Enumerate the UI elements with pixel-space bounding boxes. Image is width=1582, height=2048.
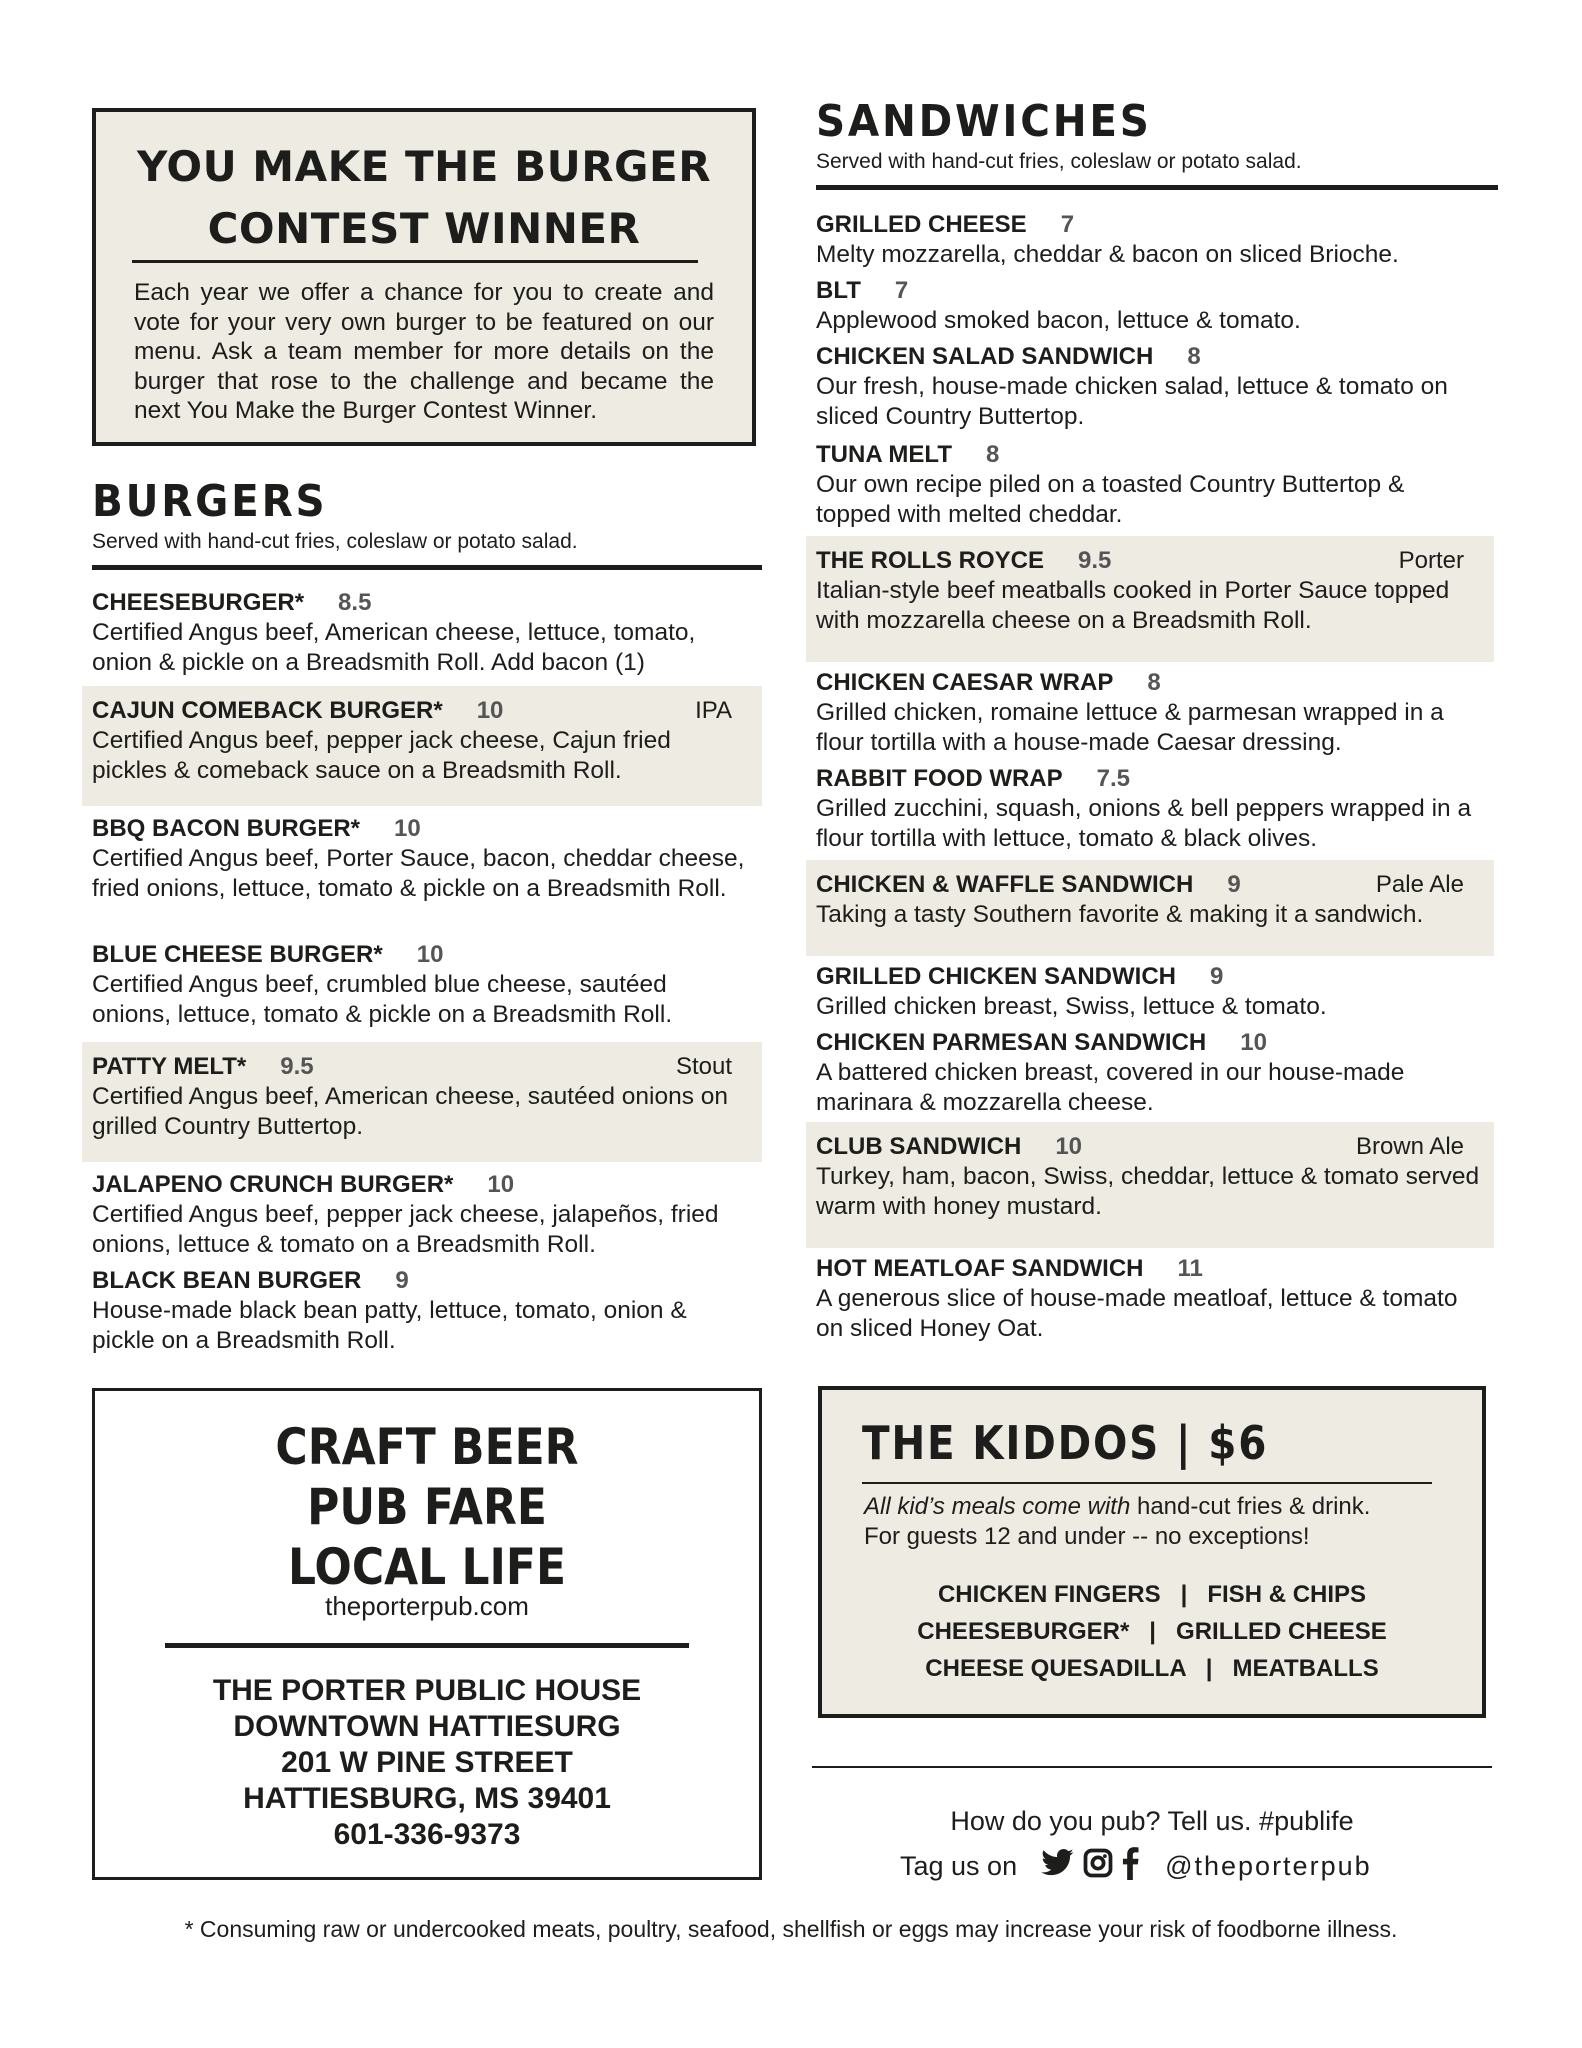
menu-item-price: 7	[1060, 211, 1075, 238]
menu-item-price: 8	[1187, 343, 1201, 370]
menu-item-name: GRILLED CHEESE	[816, 211, 1027, 238]
menu-item	[82, 940, 762, 1030]
menu-item-heading	[816, 210, 1484, 240]
menu-item-heading	[816, 276, 1484, 306]
menu-item-heading	[816, 546, 1484, 576]
burgers-header	[92, 476, 762, 570]
phone-number: 601-336-9373	[333, 1818, 521, 1851]
website-link[interactable]: theporterpub.com	[325, 1591, 529, 1621]
menu-item	[806, 764, 1494, 854]
tag-prefix: Tag us on	[900, 1851, 1018, 1881]
kiddos-row: CHICKEN FINGERS | FISH & CHIPS	[937, 1581, 1367, 1608]
beer-pairing: Porter	[1398, 547, 1464, 574]
menu-item	[806, 668, 1494, 758]
contest-title	[96, 136, 752, 260]
menu-item-name: GRILLED CHICKEN SANDWICH	[816, 963, 1176, 990]
menu-item-name: CHICKEN PARMESAN SANDWICH	[816, 1029, 1207, 1056]
menu-item-description: Grilled chicken breast, Swiss, lettuce & tomato.	[816, 993, 1327, 1020]
menu-item-price: 10	[476, 697, 504, 724]
menu-item-description: Certified Angus beef, crumbled blue cheese, sautéed onions, lettuce, tomato & pickle on a Breadsmith Roll.	[92, 971, 673, 1028]
menu-item-name: CLUB SANDWICH	[816, 1133, 1022, 1160]
menu-item-heading	[816, 1028, 1484, 1058]
instagram-icon[interactable]	[1083, 1848, 1113, 1885]
kiddos-row: CHEESE QUESADILLA | MEATBALLS	[925, 1655, 1379, 1682]
menu-item-heading	[92, 814, 752, 844]
menu-item	[82, 1042, 762, 1162]
address-line: HATTIESBURG, MS 39401	[243, 1782, 611, 1815]
divider	[816, 185, 1498, 190]
kiddos-row: CHEESEBURGER* | GRILLED CHEESE	[917, 1618, 1387, 1645]
slogan-line3: LOCAL LIFE	[287, 1538, 567, 1596]
menu-item-heading	[816, 764, 1484, 794]
menu-item-heading	[816, 1254, 1484, 1284]
menu-item-description: Certified Angus beef, American cheese, sautéed onions on grilled Country Buttertop.	[92, 1083, 729, 1140]
social-prompt: How do you pub? Tell us. #publife	[950, 1806, 1354, 1836]
menu-item-description: Melty mozzarella, cheddar & bacon on sliced Brioche.	[816, 241, 1399, 268]
menu-item-description: Grilled chicken, romaine lettuce & parmesan wrapped in a flour tortilla with a house-made Caesar dressing.	[816, 699, 1444, 756]
menu-item-name: PATTY MELT*	[92, 1053, 247, 1080]
menu-item	[806, 1028, 1494, 1118]
menu-item-heading	[92, 696, 752, 726]
menu-item-description: Taking a tasty Southern favorite & making it a sandwich.	[816, 901, 1424, 928]
divider	[132, 260, 698, 263]
sandwiches-header	[816, 96, 1498, 190]
beer-pairing: IPA	[695, 697, 732, 724]
sandwiches-subtitle: Served with hand-cut fries, coleslaw or potato salad.	[816, 150, 1302, 173]
kiddos-note-line2: For guests 12 and under -- no exceptions!	[864, 1523, 1310, 1550]
menu-item-name: HOT MEATLOAF SANDWICH	[816, 1255, 1144, 1282]
menu-item-heading	[816, 342, 1484, 372]
menu-item-heading	[816, 440, 1484, 470]
menu-item	[82, 1266, 762, 1356]
menu-item-description: A generous slice of house-made meatloaf, lettuce & tomato on sliced Honey Oat.	[816, 1285, 1458, 1342]
menu-item-description: Our own recipe piled on a toasted Country Buttertop & topped with melted cheddar.	[816, 471, 1405, 528]
menu-item-description: Applewood smoked bacon, lettuce & tomato.	[816, 307, 1301, 334]
menu-item-heading	[92, 940, 752, 970]
menu-item-price: 8	[985, 441, 1000, 468]
menu-item-name: TUNA MELT	[816, 441, 952, 468]
menu-item-price: 9.5	[1078, 547, 1112, 574]
menu-item-description: A battered chicken breast, covered in our house-made marinara & mozzarella cheese.	[816, 1059, 1405, 1116]
menu-item	[82, 588, 762, 678]
menu-item-heading	[92, 588, 752, 618]
beer-pairing: Stout	[675, 1053, 732, 1080]
menu-item-name: JALAPENO CRUNCH BURGER*	[92, 1171, 454, 1198]
kiddos-title: THE KIDDOS | $6	[862, 1416, 1269, 1470]
menu-item-name: RABBIT FOOD WRAP	[816, 765, 1063, 792]
divider	[812, 1766, 1492, 1768]
menu-item	[806, 860, 1494, 956]
menu-item-price: 9.5	[280, 1053, 314, 1080]
menu-item-name: CHICKEN SALAD SANDWICH	[816, 343, 1154, 370]
contest-title-line1: YOU MAKE THE BURGER	[136, 142, 712, 191]
menu-item-price: 10	[416, 941, 444, 968]
contest-description: Each year we offer a chance for you to create and vote for your very own burger to be featured on our menu. Ask a team member for more details on the burger that rose to the challenge and became the next You Make the Burger Contest Winner.	[134, 279, 714, 424]
kiddos-box	[818, 1386, 1486, 1718]
menu-item-name: CHEESEBURGER*	[92, 589, 305, 616]
contest-title-line2: CONTEST WINNER	[207, 204, 641, 253]
craft-beer-box	[92, 1388, 762, 1880]
menu-item-description: Turkey, ham, bacon, Swiss, cheddar, lettuce & tomato served warm with honey mustard.	[816, 1163, 1480, 1220]
menu-item	[82, 686, 762, 806]
kiddos-note	[864, 1492, 1370, 1552]
menu-item-price: 11	[1177, 1255, 1203, 1282]
menu-item-description: House-made black bean patty, lettuce, tomato, onion & pickle on a Breadsmith Roll.	[92, 1297, 687, 1354]
menu-item-heading	[92, 1052, 752, 1082]
menu-item-description: Certified Angus beef, pepper jack cheese, Cajun fried pickles & comeback sauce on a Breadsmith Roll.	[92, 727, 671, 784]
menu-item-price: 10	[487, 1171, 515, 1198]
menu-item-heading	[816, 870, 1484, 900]
menu-item	[82, 1170, 762, 1260]
menu-item-heading	[816, 668, 1484, 698]
menu-item-price: 10	[1055, 1133, 1083, 1160]
slogan-line1: CRAFT BEER	[275, 1418, 579, 1476]
menu-item-name: BLT	[816, 277, 861, 304]
menu-item-price: 10	[394, 815, 421, 842]
menu-item	[806, 962, 1494, 1022]
menu-item-name: BBQ BACON BURGER*	[92, 815, 361, 842]
slogan-line2: PUB FARE	[307, 1478, 547, 1536]
beer-pairing: Brown Ale	[1355, 1133, 1464, 1160]
slogan	[135, 1417, 719, 1597]
menu-item	[806, 276, 1494, 336]
menu-item-description: Certified Angus beef, pepper jack cheese, jalapeños, fried onions, lettuce & tomato on a Breadsmith Roll.	[92, 1201, 719, 1258]
contest-box	[92, 108, 756, 446]
address-block	[95, 1673, 759, 1853]
sandwiches-title: SANDWICHES	[816, 96, 1152, 147]
menu-item-heading	[816, 1132, 1484, 1162]
menu-item	[806, 342, 1494, 432]
menu-item-name: CHICKEN CAESAR WRAP	[816, 669, 1114, 696]
menu-item-heading	[816, 962, 1484, 992]
menu-item	[82, 814, 762, 904]
burgers-title: BURGERS	[92, 476, 328, 527]
menu-item-name: CHICKEN & WAFFLE SANDWICH	[816, 871, 1194, 898]
menu-item-description: Our fresh, house-made chicken salad, lettuce & tomato on sliced Country Buttertop.	[816, 373, 1448, 430]
beer-pairing: Pale Ale	[1375, 871, 1464, 898]
twitter-icon[interactable]	[1041, 1849, 1075, 1884]
divider	[862, 1482, 1432, 1484]
menu-item-heading	[92, 1266, 752, 1296]
divider	[165, 1643, 689, 1648]
menu-item-description: Grilled zucchini, squash, onions & bell peppers wrapped in a flour tortilla with lettuce, tomato & black olives.	[816, 795, 1472, 852]
menu-item-price: 9	[395, 1267, 409, 1294]
social-handle[interactable]: @theporterpub	[1165, 1851, 1372, 1881]
address-line: DOWNTOWN HATTIESURG	[233, 1710, 621, 1743]
address-line: 201 W PINE STREET	[281, 1746, 573, 1779]
menu-item-name: BLACK BEAN BURGER	[92, 1267, 362, 1294]
menu-item-price: 9	[1210, 963, 1224, 990]
menu-item-price: 10	[1240, 1029, 1267, 1056]
menu-item-description: Italian-style beef meatballs cooked in Porter Sauce topped with mozzarella cheese on a Breadsmith Roll.	[816, 577, 1450, 634]
facebook-icon[interactable]	[1121, 1846, 1139, 1887]
menu-item	[806, 440, 1494, 530]
kiddos-note-italic: All kid’s meals come with	[864, 1493, 1131, 1520]
menu-item	[806, 1122, 1494, 1248]
menu-item-price: 8.5	[338, 589, 372, 616]
menu-item-price: 8	[1147, 669, 1161, 696]
menu-item	[806, 210, 1494, 270]
menu-item-description: Certified Angus beef, Porter Sauce, bacon, cheddar cheese, fried onions, lettuce, tomato & pickle on a Breadsmith Roll.	[92, 845, 745, 902]
menu-item-heading	[92, 1170, 752, 1200]
menu-item-name: THE ROLLS ROYCE	[816, 547, 1045, 574]
menu-item-price: 9	[1227, 871, 1241, 898]
menu-item-name: BLUE CHEESE BURGER*	[92, 941, 383, 968]
divider	[92, 565, 762, 570]
address-line: THE PORTER PUBLIC HOUSE	[212, 1674, 642, 1707]
social-tag-line	[900, 1846, 1372, 1887]
menu-item	[806, 1254, 1494, 1344]
menu-item-description: Certified Angus beef, American cheese, lettuce, tomato, onion & pickle on a Breadsmith Roll. Add bacon (1)	[92, 619, 696, 676]
menu-item-price: 7.5	[1096, 765, 1131, 792]
menu-item-price: 7	[894, 277, 909, 304]
burgers-subtitle: Served with hand-cut fries, coleslaw or potato salad.	[92, 530, 578, 553]
menu-item-name: CAJUN COMEBACK BURGER*	[92, 697, 443, 724]
disclaimer: * Consuming raw or undercooked meats, poultry, seafood, shellfish or eggs may increase your risk of foodborne illness.	[184, 1916, 1398, 1942]
menu-item	[806, 536, 1494, 662]
kiddos-items	[822, 1576, 1482, 1687]
kiddos-note-rest: hand-cut fries & drink.	[1130, 1493, 1371, 1520]
